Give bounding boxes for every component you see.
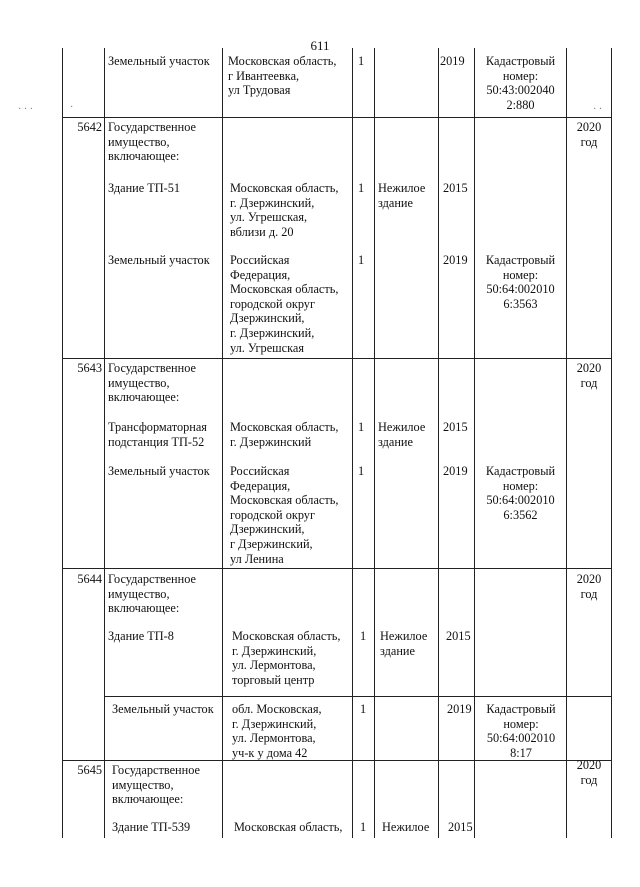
item-name: Государственное имущество, включающее: (108, 361, 196, 405)
item-year: 2015 (443, 181, 468, 195)
item-quantity: 1 (358, 54, 365, 68)
item-year: 2015 (446, 629, 471, 643)
final-year: 2020 год (576, 572, 602, 601)
item-year: 2019 (447, 702, 472, 716)
final-year: 2020 год (576, 120, 602, 149)
item-address: Российская Федерация, Московская область, городской округ Дзержинский, г Дзержинский, ул Ленина (230, 464, 339, 566)
item-address: Московская область, г. Дзержинский (230, 420, 339, 449)
item-year: 2019 (440, 54, 465, 68)
item-name: Государственное имущество, включающее: (112, 763, 200, 807)
item-name: Здание ТП-539 (112, 820, 191, 834)
item-name: Государственное имущество, включающее: (108, 120, 196, 164)
item-quantity: 1 (358, 253, 365, 267)
item-name: Земельный участок (108, 253, 210, 267)
item-note: Кадастровый номер: 50:43:002040 2:880 (485, 54, 556, 112)
item-address: Московская область, г Ивантеевка, ул Трудовая (228, 54, 337, 98)
item-quantity: 1 (360, 629, 367, 643)
item-name: Земельный участок (112, 702, 214, 716)
item-note: Кадастровый номер: 50:64:002010 6:3563 (485, 253, 556, 311)
entry-number: 5643 (77, 361, 102, 375)
page-number: 611 (310, 38, 330, 53)
item-address: Российская Федерация, Московская область, городской округ Дзержинский, г. Дзержинский, ул. Угрешская (230, 253, 339, 355)
item-name: Государственное имущество, включающее: (108, 572, 196, 616)
entry-number: 5642 (77, 120, 102, 134)
item-year: 2015 (448, 820, 473, 834)
item-address: Московская область, г. Дзержинский, ул. Лермонтова, торговый центр (232, 629, 341, 687)
item-year: 2019 (443, 464, 468, 478)
item-type: Нежилое здание (378, 420, 426, 449)
item-name: Трансформаторная подстанция ТП-52 (108, 420, 207, 449)
item-type: Нежилое (382, 820, 430, 834)
item-name: Здание ТП-8 (108, 629, 174, 643)
item-type: Нежилое здание (380, 629, 428, 658)
entry-number: 5645 (77, 763, 102, 777)
item-name: Земельный участок (108, 464, 210, 478)
item-type: Нежилое здание (378, 181, 426, 210)
entry-number: 5644 (77, 572, 102, 586)
item-name: Здание ТП-51 (108, 181, 181, 195)
margin-dots-right: · · (593, 104, 603, 115)
item-address: Московская область, (234, 820, 343, 834)
item-quantity: 1 (358, 420, 365, 434)
item-note: Кадастровый номер: 50:64:002010 6:3562 (485, 464, 556, 522)
item-quantity: 1 (360, 702, 367, 716)
final-year: 2020 год (576, 758, 602, 787)
item-year: 2015 (443, 420, 468, 434)
item-name: Земельный участок (108, 54, 210, 68)
margin-dots-left: · · · (18, 104, 33, 115)
item-quantity: 1 (360, 820, 367, 834)
item-address: обл. Московская, г. Дзержинский, ул. Лермонтова, уч-к у дома 42 (232, 702, 322, 760)
final-year: 2020 год (576, 361, 602, 390)
item-year: 2019 (443, 253, 468, 267)
item-quantity: 1 (358, 181, 365, 195)
margin-dot: · (70, 102, 74, 113)
item-note: Кадастровый номер: 50:64:002010 8:17 (486, 702, 556, 760)
item-quantity: 1 (358, 464, 365, 478)
item-address: Московская область, г. Дзержинский, ул. Угрешская, вблизи д. 20 (230, 181, 339, 239)
